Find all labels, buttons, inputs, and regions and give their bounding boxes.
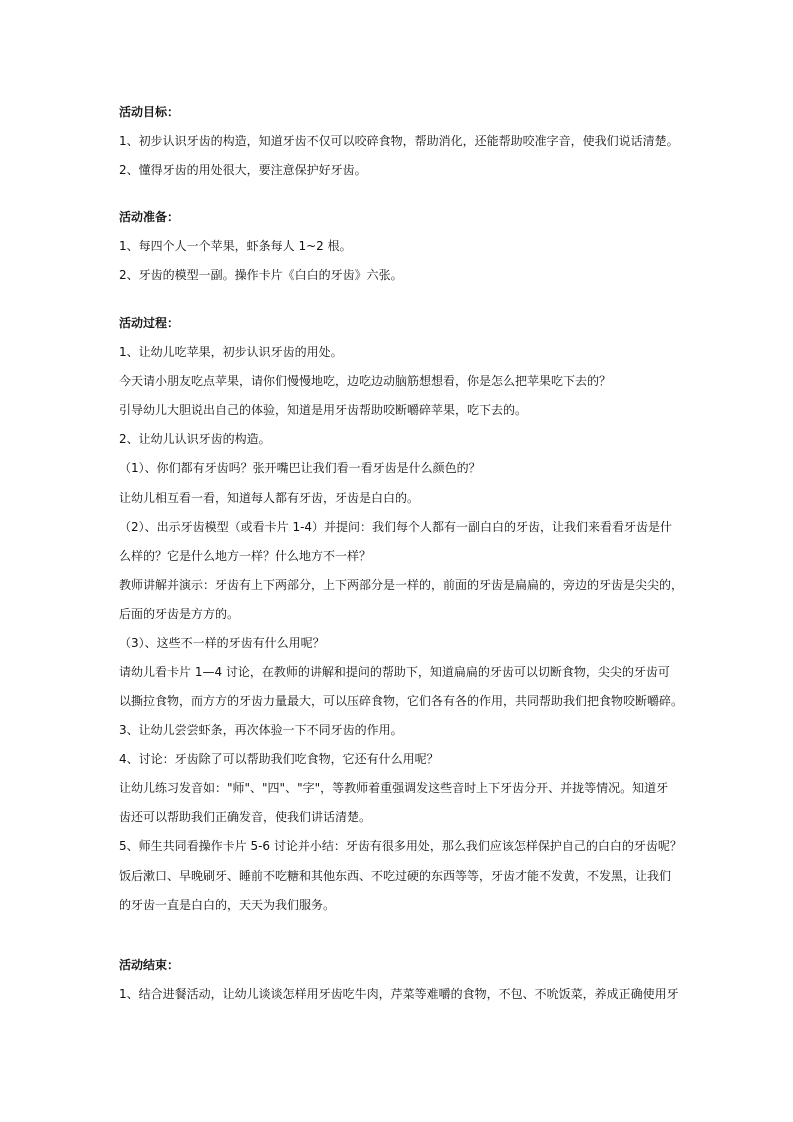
- text-line: 引导幼儿大胆说出自己的体验，知道是用牙齿帮助咬断嚼碎苹果，吃下去的。: [119, 403, 528, 417]
- section-heading-preparation: 活动准备：: [119, 210, 180, 224]
- text-line: 2、懂得牙齿的用处很大，要注意保护好牙齿。: [119, 163, 367, 177]
- text-line: 的牙齿一直是白白的，天天为我们服务。: [119, 898, 336, 912]
- text-line: 2、让幼儿认识牙齿的构造。: [119, 432, 271, 446]
- text-line: 1、结合进餐活动，让幼儿谈谈怎样用牙齿吃牛肉，芹菜等难嚼的食物，不包、不吮饭菜，养成正确使用牙: [119, 987, 679, 1001]
- text-line: 今天请小朋友吃点苹果，请你们慢慢地吃，边吃边动脑筋想想看，你是怎么把苹果吃下去的？: [119, 374, 612, 388]
- text-line: （2）、出示牙齿模型（或看卡片 1-4）并提问：我们每个人都有一副白白的牙齿，让我们来看看牙齿是什: [119, 520, 673, 534]
- section-heading-process: 活动过程：: [119, 316, 180, 330]
- text-line: （3）、这些不一样的牙齿有什么用呢？: [119, 636, 325, 650]
- text-line: 教师讲解并演示：牙齿有上下两部分，上下两部分是一样的，前面的牙齿是扁扁的，旁边的牙齿是尖尖的，: [119, 578, 684, 592]
- text-line: 请幼儿看卡片 1—4 讨论，在教师的讲解和提问的帮助下，知道扁扁的牙齿可以切断食物，尖尖的牙齿可: [119, 665, 670, 679]
- text-line: 饭后漱口、早晚刷牙、睡前不吃糖和其他东西、不吃过硬的东西等等，牙齿才能不发黄，不发黑，让我们: [119, 869, 672, 883]
- text-line: 1、每四个人一个苹果，虾条每人 1~2 根。: [119, 239, 352, 253]
- text-line: 让幼儿相互看一看，知道每人都有牙齿，牙齿是白白的。: [119, 491, 420, 505]
- section-heading-conclusion: 活动结束：: [119, 958, 180, 972]
- text-line: 3、让幼儿尝尝虾条，再次体验一下不同牙齿的作用。: [119, 723, 403, 737]
- text-line: 1、让幼儿吃苹果，初步认识牙齿的用处。: [119, 345, 343, 359]
- text-line: 以撕拉食物，而方方的牙齿力量最大，可以压碎食物，它们各有各的作用，共同帮助我们把食物咬断嚼碎。: [119, 694, 684, 708]
- text-line: 4、讨论：牙齿除了可以帮助我们吃食物，它还有什么用呢？: [119, 752, 439, 766]
- text-line: （1）、你们都有牙齿吗？张开嘴巴让我们看一看牙齿是什么颜色的？: [119, 461, 481, 475]
- text-line: 2、牙齿的模型一副。操作卡片《白白的牙齿》六张。: [119, 268, 403, 282]
- text-line: 1、初步认识牙齿的构造，知道牙齿不仅可以咬碎食物，帮助消化，还能帮助咬准字音，使我们说话清楚。: [119, 134, 679, 148]
- text-line: 让幼儿练习发音如："师"、"四"、"字"，等教师着重强调发这些音时上下牙齿分开、并拢等情况。知道牙: [119, 781, 669, 795]
- section-heading-goals: 活动目标：: [119, 105, 180, 119]
- text-line: 么样的？它是什么地方一样？什么地方不一样？: [119, 549, 372, 563]
- text-line: 后面的牙齿是方方的。: [119, 607, 240, 621]
- text-line: 5、师生共同看操作卡片 5-6 讨论并小结：牙齿有很多用处，那么我们应该怎样保护自己的白白的牙齿呢？: [119, 839, 682, 853]
- text-line: 齿还可以帮助我们正确发音，使我们讲话清楚。: [119, 810, 372, 824]
